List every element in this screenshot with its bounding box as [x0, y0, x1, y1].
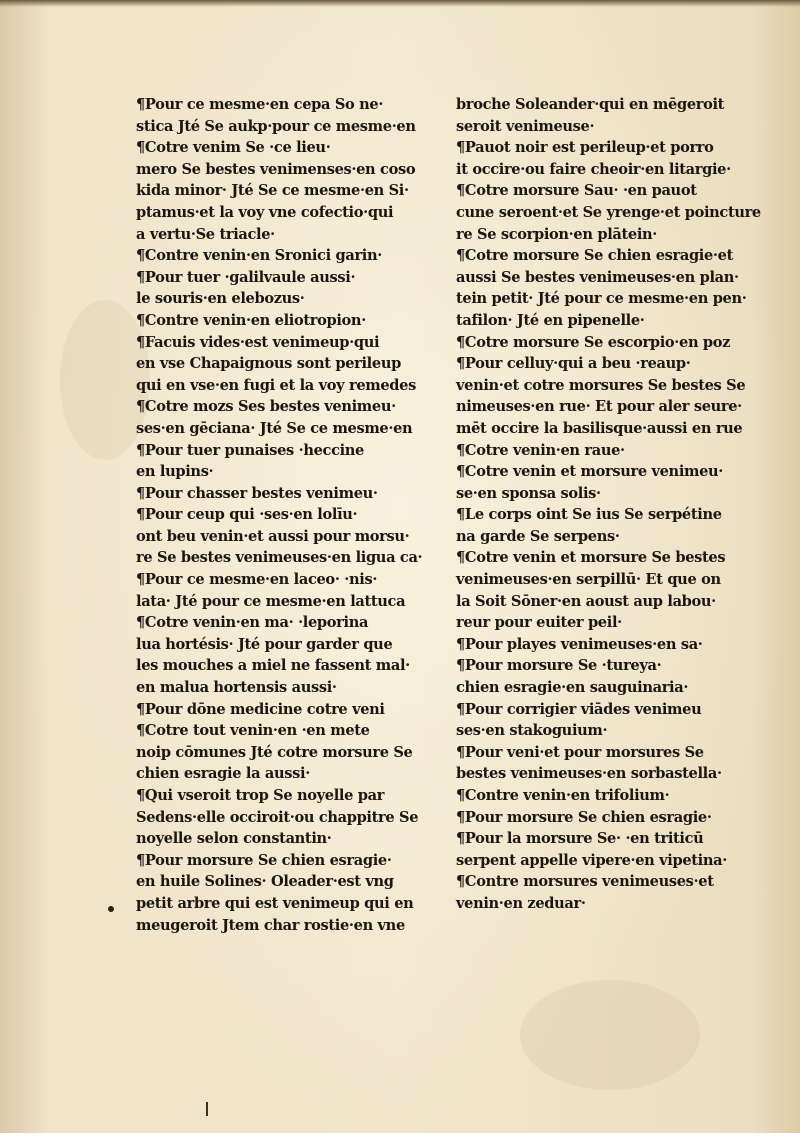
text-line: ¶Qui vseroit trop Se noyelle par	[136, 787, 385, 804]
text-line: ¶Pour chasser bestes venimeu·	[136, 484, 378, 502]
text-line: aussi Se bestes venimeuses·en plan·	[456, 268, 739, 286]
text-line: ont beu venin·et aussi pour morsu·	[136, 527, 410, 545]
text-line: cune seroent·et Se yrenge·et poincture	[456, 203, 761, 221]
text-line: les mouches a miel ne fassent mal·	[136, 657, 410, 675]
text-line: lata· Jté pour ce mesme·en lattuca	[136, 592, 406, 610]
page-top-edge	[0, 0, 800, 7]
text-line: chien esragie la aussi·	[136, 765, 310, 783]
text-line: ¶Le corps oint Se ius Se serpétine	[456, 506, 722, 524]
text-line: le souris·en elebozus·	[136, 290, 305, 308]
text-line: re Se bestes venimeuses·en ligua ca·	[136, 549, 423, 567]
text-line: ¶Cotre venin·en raue·	[456, 441, 625, 459]
text-line: meugeroit Jtem char rostie·en vne	[136, 916, 405, 934]
right-text-column	[456, 94, 762, 915]
text-line: broche Soleander·qui en mēgeroit	[456, 96, 725, 113]
text-line: kida minor· Jté Se ce mesme·en Si·	[136, 182, 409, 200]
text-line: ¶Pour playes venimeuses·en sa·	[456, 635, 703, 653]
text-line: venin·en zeduar·	[456, 894, 586, 912]
margin-mark	[108, 906, 114, 912]
text-line: en huile Solines· Oleader·est vng	[136, 873, 394, 891]
text-line: ¶Pour la morsure Se· ·en triticū	[456, 830, 704, 848]
text-line: ¶Contre venin·en eliotropion·	[136, 311, 366, 329]
text-line: ¶Contre venin·en Sronici garin·	[136, 247, 382, 265]
text-line: ¶Cotre morsure Sau· ·en pauot	[456, 182, 697, 200]
text-line: en malua hortensis aussi·	[136, 679, 337, 697]
text-line: ¶Pour ce mesme·en cepa So ne·	[136, 96, 384, 113]
text-line: ¶Cotre morsure Se escorpio·en poz	[456, 333, 731, 351]
text-line: ¶Pour celluy·qui a beu ·reaup·	[456, 355, 691, 373]
text-line: ¶Cotre venin et morsure Se bestes	[456, 549, 726, 567]
text-line: noyelle selon constantin·	[136, 830, 332, 848]
text-line: lua hortésis· Jté pour garder que	[136, 635, 393, 653]
text-line: nimeuses·en rue· Et pour aler seure·	[456, 398, 742, 416]
text-line: ¶Facuis vides·est venimeup·qui	[136, 333, 380, 351]
text-line: Sedens·elle occiroit·ou chappitre Se	[136, 808, 419, 826]
text-line: re Se scorpion·en plātein·	[456, 225, 657, 243]
text-line: ¶Cotre venin et morsure venimeu·	[456, 463, 724, 481]
text-line: ¶Pour morsure Se chien esragie·	[456, 808, 712, 826]
text-line: ¶Cotre mozs Ses bestes venimeu·	[136, 398, 396, 416]
text-line: ses·en stakoguium·	[456, 722, 608, 740]
text-line: ¶Cotre tout venin·en ·en mete	[136, 722, 370, 740]
text-line: mēt occire la basilisque·aussi en rue	[456, 419, 743, 437]
text-line: ¶Contre morsures venimeuses·et	[456, 873, 714, 891]
text-line: ¶Contre venin·en trifolium·	[456, 787, 670, 804]
text-line: ¶Pour dōne medicine cotre veni	[136, 700, 385, 718]
text-line: ¶Pauot noir est perileup·et porro	[456, 139, 714, 157]
text-line: ¶Pour ce mesme·en laceo· ·nis·	[136, 571, 378, 589]
text-line: ses·en gēciana· Jté Se ce mesme·en	[136, 419, 413, 437]
text-line: na garde Se serpens·	[456, 527, 620, 545]
text-line: it occire·ou faire cheoir·en litargie·	[456, 160, 731, 178]
text-line: petit arbre qui est venimeup qui en	[136, 894, 414, 912]
text-line: mero Se bestes venimenses·en coso	[136, 160, 416, 178]
text-line: qui en vse·en fugi et la voy remedes	[136, 376, 416, 394]
text-line: a vertu·Se triacle·	[136, 225, 275, 243]
text-line: se·en sponsa solis·	[456, 484, 601, 502]
text-line: ¶Pour morsure Se chien esragie·	[136, 851, 392, 869]
text-line: reur pour euiter peil·	[456, 614, 622, 632]
text-line: ptamus·et la voy vne cofectio·qui	[136, 203, 394, 221]
text-line: seroit venimeuse·	[456, 117, 595, 135]
text-line: ¶Cotre morsure Se chien esragie·et	[456, 247, 733, 265]
text-line: ¶Pour ceup qui ·ses·en lolīu·	[136, 506, 358, 524]
text-line: la Soit Sōner·en aoust aup labou·	[456, 592, 716, 610]
text-line: ¶Pour corrigier viādes venimeu	[456, 700, 702, 718]
text-line: en lupins·	[136, 463, 214, 481]
text-line: ¶Pour morsure Se ·tureya·	[456, 657, 662, 675]
text-line: noip cōmunes Jté cotre morsure Se	[136, 743, 413, 761]
margin-mark	[206, 1102, 208, 1116]
text-line: tafilon· Jté en pipenelle·	[456, 311, 645, 329]
left-text-column	[136, 94, 432, 936]
text-line: serpent appelle vipere·en vipetina·	[456, 851, 727, 869]
text-line: tein petit· Jté pour ce mesme·en pen·	[456, 290, 747, 308]
text-line: bestes venimeuses·en sorbastella·	[456, 765, 722, 783]
text-line: ¶Pour veni·et pour morsures Se	[456, 743, 704, 761]
text-line: chien esragie·en sauguinaria·	[456, 679, 689, 697]
text-line: venin·et cotre morsures Se bestes Se	[456, 376, 746, 394]
text-line: en vse Chapaignous sont perileup	[136, 355, 401, 373]
text-line: ¶Cotre venin·en ma· ·leporina	[136, 614, 369, 632]
text-line: venimeuses·en serpillū· Et que on	[456, 571, 721, 589]
paper-stain	[520, 980, 700, 1090]
text-line: ¶Pour tuer ·galilvaule aussi·	[136, 268, 356, 286]
text-line: ¶Pour tuer punaises ·heccine	[136, 441, 364, 459]
text-line: stica Jté Se aukp·pour ce mesme·en	[136, 117, 416, 135]
text-line: ¶Cotre venim Se ·ce lieu·	[136, 139, 331, 157]
